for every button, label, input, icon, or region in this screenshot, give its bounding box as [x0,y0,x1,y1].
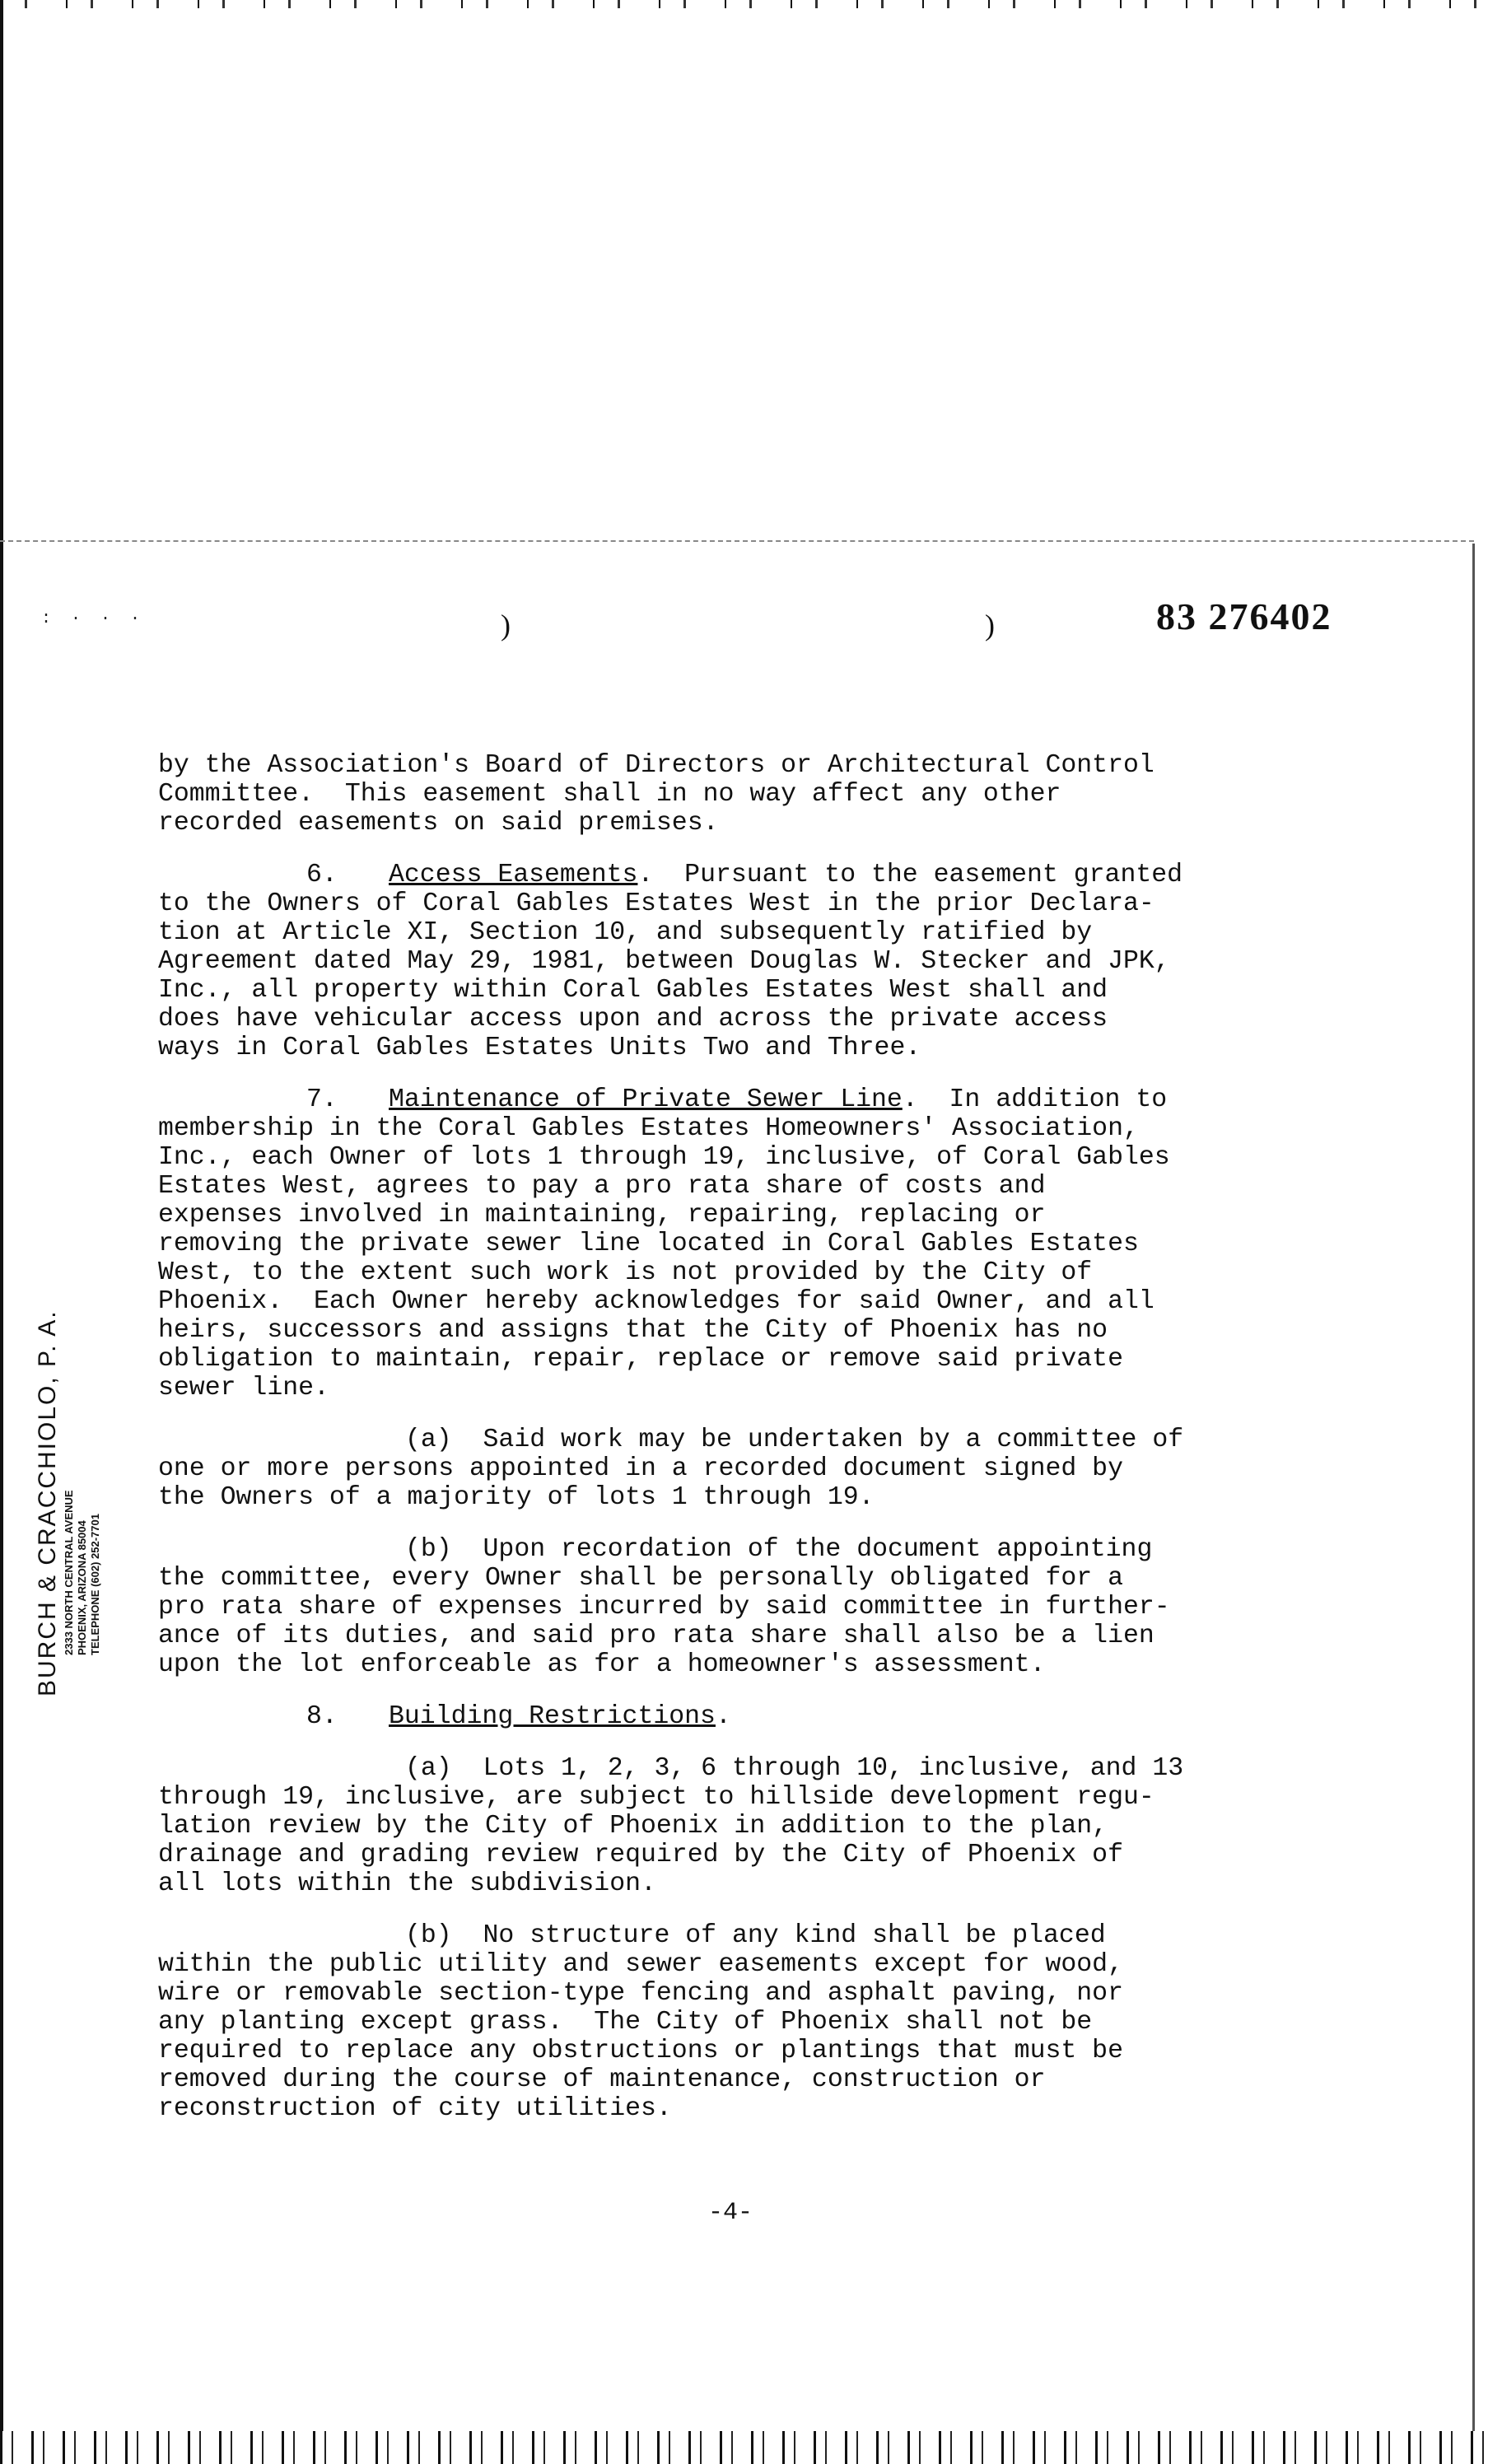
section-8-number: 8. [306,1702,338,1731]
firm-name: BURCH & CRACCHIOLO, P. A. [34,1309,61,1696]
document-number: 83 276402 [1156,595,1332,637]
section-7a-text: (a) Said work may be undertaken by a committee of one or more persons appointed in a recorded document signed by the Owners of a majority of lots 1 through 19. [158,1426,1184,1512]
section-6-number: 6. [306,861,338,889]
section-6-title: Access Easements [389,861,638,889]
section-7-number: 7. [306,1085,338,1114]
scan-edge-top [0,0,1502,8]
header-paren-left: ) [501,609,511,642]
page-number: -4- [708,2199,753,2227]
section-7b [158,1535,1311,1679]
firm-city: PHOENIX, ARIZONA 85004 [76,1520,88,1655]
section-7 [158,1085,1311,1402]
section-8-title: Building Restrictions [389,1702,716,1731]
scan-edge-left [0,0,3,2464]
document-body [158,751,1311,2146]
section-8 [158,1702,1311,1731]
section-8a [158,1754,1311,1898]
intro-paragraph: by the Association's Board of Directors or Architectural Control Committee. This easement shall in no way affect any other recorded easements on said premises. [158,751,1154,838]
section-7b-text: (b) Upon recordation of the document appointing the committee, every Owner shall be personally obligated for a pro rata share of expenses incurred by said committee in further- ance of its duties, and said pro rata share shall also be a lien upon the lot enforceable as for a homeowner's assessment. [158,1535,1170,1679]
firm-telephone: TELEPHONE (602) 252-7701 [89,1514,101,1655]
section-7a [158,1426,1311,1512]
firm-letterhead [33,1235,124,1696]
scan-edge-bottom [0,2431,1502,2464]
scan-speckle: : · · · [41,609,146,628]
section-7-title: Maintenance of Private Sewer Line [389,1085,903,1114]
page-fold-line [0,540,1474,542]
section-8-dot: . [715,1702,731,1731]
page-edge-right [1472,544,1475,2464]
section-8a-text: (a) Lots 1, 2, 3, 6 through 10, inclusive, and 13 through 19, inclusive, are subject to hillside development regu- lation review by the City of Phoenix in addition to the plan, drainage and grading review required by the City of Phoenix of all lots within the subdivision. [158,1754,1184,1898]
section-6-text: . Pursuant to the easement granted to the Owners of Coral Gables Estates West in the prior Declara- tion at Article XI, Section 10, and subsequently ratified by Agreement dated May 29, 1981, between Douglas W. Stecker and JPK, Inc., all property within Coral Gables Estates West shall and does have vehicular access upon and across the private access ways in Coral Gables Estates Units Two and Three. [158,861,1183,1062]
section-8b-text: (b) No structure of any kind shall be placed within the public utility and sewer easements except for wood, wire or removable section-type fencing and asphalt paving, nor any planting except grass. The City of Phoenix shall not be required to replace any obstructions or plantings that must be removed during the course of maintenance, construction or reconstruction of city utilities. [158,1921,1123,2123]
section-6 [158,861,1311,1062]
header-paren-right: ) [985,609,995,642]
section-8b [158,1921,1311,2123]
firm-address: 2333 NORTH CENTRAL AVENUE [63,1490,75,1655]
section-7-text: . In addition to membership in the Coral Gables Estates Homeowners' Association, Inc., each Owner of lots 1 through 19, inclusive, of Coral Gables Estates West, agrees to pay a pro rata share of costs and expenses involved in maintaining, repairing, replacing or removing the private sewer line located in Coral Gables Estates West, to the extent such work is not provided by the City of Phoenix. Each Owner hereby acknowledges for said Owner, and all heirs, successors and assigns that the City of Phoenix has no obligation to maintain, repair, replace or remove said private sewer line. [158,1085,1170,1402]
